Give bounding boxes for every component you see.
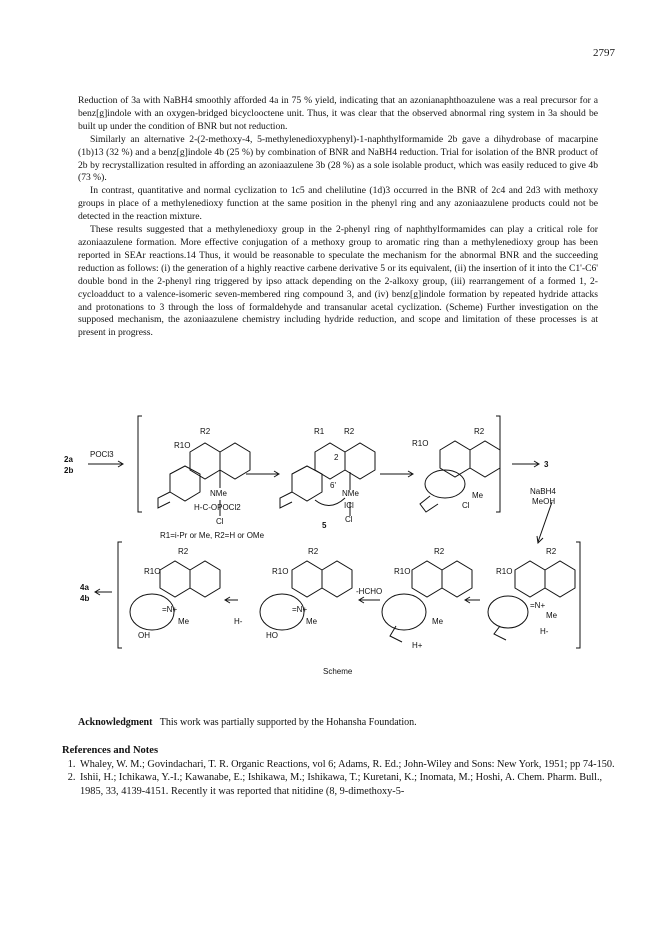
- ring-3b: [470, 441, 500, 477]
- paragraph-2: Similarly an alternative 2-(2-methoxy-4, 5-methylenedioxyphenyl)-1-naphthylformamide 2b gave a dihydrobase of macarpine (1b)13 (32 %) and a benz[g]indole 4b (25 %) by combination of BNR and NaBH4 reduction. Trial for isolation of the BNR product of 2b by recrystallization resulted in affording an azoniaazulene 3b (28 %) as a sole isolable product, which was easily reduced to give 4b (73 %).: [78, 133, 598, 184]
- label-num2: 2: [334, 453, 339, 462]
- reference-item: 2. Ishii, H.; Ichikawa, Y.-I.; Kawanabe, E.; Ishikawa, M.; Ishikawa, T.; Kuretani, K.; Inomata, M.; Hoshi, A. Chem. Pharm. Bull., 1985, 33, 4139-4151. Recently it was reported that nitidine (8, 9-dimethoxy-5-: [78, 771, 622, 797]
- label-hminus-1: H-: [234, 617, 243, 626]
- label-icl: ICl: [344, 501, 354, 510]
- label-r1o-3: R1O: [412, 439, 429, 448]
- scheme-drawing: [60, 412, 620, 692]
- ring-3c: [425, 470, 465, 498]
- label-hcho: -HCHO: [356, 587, 383, 596]
- label-hminus-2: H-: [540, 627, 549, 636]
- label-me-7: Me: [546, 611, 558, 620]
- bracket-left-top: [138, 416, 142, 512]
- arc-2: [315, 498, 345, 506]
- ring-2c: [292, 466, 322, 501]
- reaction-scheme: [60, 412, 620, 692]
- label-r2-6: R2: [434, 547, 445, 556]
- label-me-5: Me: [306, 617, 318, 626]
- ring-2a: [315, 443, 345, 479]
- ring-7b: [545, 561, 575, 597]
- ring-1a: [190, 443, 220, 479]
- label-meoh: MeOH: [532, 497, 556, 506]
- label-2a: 2a: [64, 455, 73, 464]
- acknowledgment: [78, 717, 618, 728]
- ring-7a: [515, 561, 545, 597]
- acknowledgment-heading: Acknowledgment: [78, 717, 153, 728]
- paragraph-1: Reduction of 3a with NaBH4 smoothly afforded 4a in 75 % yield, indicating that an azonianaphthoazulene was a real precursor for a benz[g]indole with an oxygen-bridged bicyclooctene unit. Thus, it was clear that the observed abnormal ring system in 3a should be built up under the condition of BNR but not reduction.: [78, 95, 598, 132]
- bracket-left-bottom: [118, 542, 122, 648]
- ring-6b: [442, 561, 472, 597]
- label-me-6: Me: [432, 617, 444, 626]
- ring-4a: [160, 561, 190, 597]
- label-r2-5: R2: [308, 547, 319, 556]
- reference-item: 1. Whaley, W. M.; Govindachari, T. R. Organic Reactions, vol 6; Adams, R. Ed.; John-Wiley and Sons: New York, 1951; pp 74-150.: [78, 758, 622, 771]
- label-nme-1: NMe: [210, 489, 227, 498]
- label-ho: HO: [266, 631, 278, 640]
- bracket-right-bottom: [576, 542, 580, 648]
- label-nme-2: NMe: [342, 489, 359, 498]
- ring-5b: [322, 561, 352, 597]
- label-nplus-7: =N+: [530, 601, 546, 610]
- label-hplus: H+: [412, 641, 423, 650]
- label-r2-7: R2: [546, 547, 557, 556]
- arrow-5: [538, 502, 552, 542]
- label-r1o-1: R1O: [174, 441, 191, 450]
- label-nabh4: NaBH4: [530, 487, 556, 496]
- label-r1o-5: R1O: [272, 567, 289, 576]
- label-r2-1: R2: [200, 427, 211, 436]
- label-cl-3: Cl: [462, 501, 470, 510]
- label-r2-4: R2: [178, 547, 189, 556]
- label-2b: 2b: [64, 466, 74, 475]
- label-me-4: Me: [178, 617, 190, 626]
- ring-6a: [412, 561, 442, 597]
- label-r2-3: R2: [474, 427, 485, 436]
- dioxole-1: [158, 492, 170, 508]
- label-hcopocl: H-C-OPOCl2: [194, 503, 241, 512]
- label-pocl3: POCl3: [90, 450, 114, 459]
- ring-4b: [190, 561, 220, 597]
- paragraph-3: In contrast, quantitative and normal cyclization to 1c5 and chelilutine (1d)3 occurred in the BNR of 2c4 and 2d3 with methoxy groups in place of a methylenedioxy function at the same position in the phenyl ring and any azoniaazulene products could not be detected in the reaction mixture.: [78, 185, 598, 223]
- label-r2-2: R2: [344, 427, 355, 436]
- references: [62, 744, 622, 798]
- label-r1o-4: R1O: [144, 567, 161, 576]
- ring-6c: [382, 594, 426, 630]
- label-r1-2: R1: [314, 427, 325, 436]
- label-4b: 4b: [80, 594, 90, 603]
- label-oh: OH: [138, 631, 150, 640]
- bracket-right-top: [496, 416, 500, 512]
- references-list: [62, 758, 622, 798]
- references-heading: References and Notes: [62, 745, 159, 756]
- scheme-caption: Scheme: [323, 667, 353, 676]
- label-r1o-7: R1O: [496, 567, 513, 576]
- label-nplus-5: =N+: [292, 605, 308, 614]
- page-number: 2797: [593, 47, 615, 59]
- acknowledgment-text: This work was partially supported by the Hohansha Foundation.: [159, 717, 417, 728]
- ring-1c: [170, 466, 200, 501]
- ring-1b: [220, 443, 250, 479]
- label-r1o-6: R1O: [394, 567, 411, 576]
- ring-5a: [292, 561, 322, 597]
- label-me-3: Me: [472, 491, 484, 500]
- label-4a: 4a: [80, 583, 89, 592]
- dioxole-3: [420, 496, 438, 512]
- label-substituents: R1=i-Pr or Me, R2=H or OMe: [160, 531, 265, 540]
- dioxole-2: [280, 492, 292, 508]
- label-3: 3: [544, 460, 549, 469]
- label-nplus-4: =N+: [162, 605, 178, 614]
- label-cl-2: Cl: [345, 515, 353, 524]
- paragraph-4: These results suggested that a methylenedioxy group in the 2-phenyl ring of naphthylformamides can play a critical role for azoniaazulene formation. More effective conjugation of a methoxy group to aromatic ring than a methylenedioxy group has been reported in SEAr reactions.14 Thus, it would be reasonable to speculate the mechanism for the abnormal BNR and the succeeding reduction as follows: (i) the generation of a highly reactive carbene derivative 5 or its equivalent, (ii) the insertion of it into the C1'-C6' double bond in the 2-phenyl ring triggered by ipso attack depending on the 2-alkoxy group, (iii) rearrangement of a formed 1, 2-cycloadduct to a valence-isomeric seven-membered ring compound 3, and (iv) benz[g]indole formation by repeated hydride attacks and protonations to 3 through the loss of formaldehyde and transanular acetal cyclization. (Scheme) Further investigation on the supposed mechanism, the azoniaazulene chemistry including hydride reduction, and scope and limitation of these processes is at present in progress.: [78, 224, 598, 339]
- label-5: 5: [322, 521, 327, 530]
- ring-7c: [488, 596, 528, 628]
- label-cl-1: Cl: [216, 517, 224, 526]
- body-text: [78, 95, 598, 340]
- label-num6: 6': [330, 481, 336, 490]
